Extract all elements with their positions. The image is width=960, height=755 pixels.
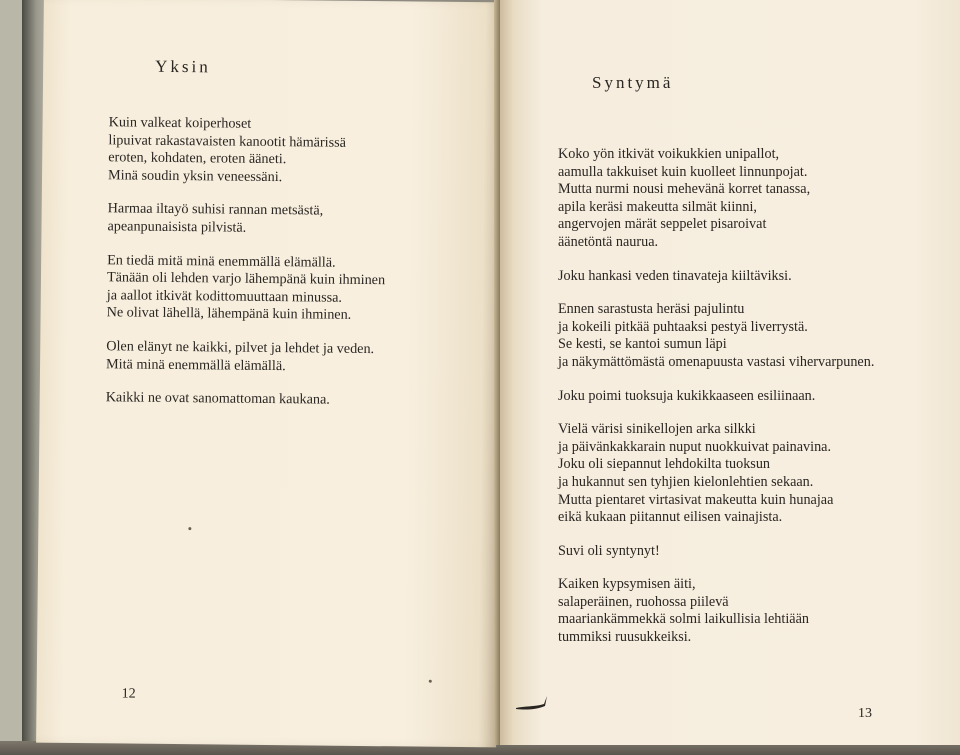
left-page — [36, 0, 504, 747]
stanza — [106, 338, 384, 376]
ink-speck — [188, 527, 191, 530]
poem-line: Ennen sarastusta heräsi pajulintu — [558, 301, 745, 318]
poem-line: Joku oli siepannut lehdokilta tuoksun — [558, 456, 771, 473]
poem-syntyma — [558, 146, 874, 663]
stanza — [558, 388, 874, 406]
poem-line: aamulla takkuiset kuin kuolleet linnunpojat. — [558, 163, 808, 180]
page-number-right: 13 — [858, 706, 872, 721]
poem-line: äänetöntä naurua. — [558, 233, 659, 250]
poem-line: angervojen märät seppelet pisaroivat — [558, 216, 767, 233]
poem-line: Minä soudin yksin veneessäni. — [107, 167, 283, 185]
stanza — [558, 543, 874, 561]
poem-line: Kaikki ne ovat sanomattoman kaukana. — [105, 389, 330, 408]
poem-line: ja aallot itkivät kodittomuuttaan minussa. — [106, 287, 343, 306]
poem-line: En tiedä mitä minä enemmällä elämällä. — [107, 251, 336, 271]
ink-smudge-icon — [514, 692, 550, 712]
poem-line: Kaiken kypsymisen äiti, — [558, 576, 696, 593]
poem-line: Vielä värisi sinikellojen arka silkki — [558, 421, 756, 438]
poem-line: apeanpunaisista pilvistä. — [107, 218, 247, 236]
stanza — [106, 389, 384, 410]
scanner-edge — [0, 0, 22, 755]
poem-line: ja päivänkakkarain nuput nuokkuivat painavina. — [558, 438, 832, 455]
stanza — [107, 201, 385, 239]
right-page — [500, 0, 960, 745]
poem-line: Suvi oli syntynyt! — [558, 542, 660, 559]
poem-line: eroten, kohdaten, eroten ääneti. — [108, 149, 287, 168]
poem-yksin — [105, 114, 386, 426]
poem-line: Se kesti, se kantoi sumun läpi — [558, 336, 727, 353]
stanza — [558, 301, 874, 371]
poem-line: Kuin valkeat koiperhoset — [108, 114, 252, 132]
poem-line: tummiksi ruusukkeiksi. — [558, 629, 692, 646]
poem-line: salaperäinen, ruohossa piilevä — [558, 593, 729, 610]
poem-line: eikä kukaan piitannut eilisen vainajista. — [558, 509, 783, 526]
poem-line: lipuivat rakastavaisten kanootit hämärissä — [108, 131, 347, 151]
poem-line: ja kokeili pitkää puhtaaksi pestyä liverrystä. — [558, 318, 808, 335]
poem-title-yksin: Yksin — [155, 56, 211, 77]
poem-line: Ne olivat lähellä, lähempänä kuin ihminen. — [106, 304, 352, 324]
poem-line: maariankämmekkä solmi laikullisia lehtiään — [558, 611, 809, 628]
poem-line: Mitä minä enemmällä elämällä. — [105, 355, 286, 374]
stanza — [558, 268, 874, 286]
poem-line: Mutta pientaret virtasivat makeutta kuin hunajaa — [558, 491, 834, 508]
poem-line: Mutta nurmi nousi mehevänä korret tanassa, — [558, 181, 811, 198]
poem-line: Tänään oli lehden varjo lähempänä kuin ihminen — [106, 269, 386, 289]
stanza — [558, 421, 874, 527]
ink-speck — [429, 680, 432, 683]
poem-line: Olen elänyt ne kaikki, pilvet ja lehdet ja veden. — [106, 338, 375, 358]
poem-title-syntyma: Syntymä — [592, 73, 674, 92]
poem-line: Koko yön itkivät voikukkien unipallot, — [558, 146, 780, 162]
stanza — [108, 114, 387, 187]
poem-line: Joku hankasi veden tinavateja kiiltäviksi. — [558, 267, 792, 284]
stanza — [558, 146, 874, 252]
poem-line: Joku poimi tuoksuja kukikkaaseen esiliinaan. — [558, 387, 816, 404]
stanza — [107, 252, 386, 325]
page-number-left: 12 — [121, 686, 136, 702]
poem-line: apila keräsi makeutta silmät kiinni, — [558, 198, 757, 215]
poem-line: Harmaa iltayö suhisi rannan metsästä, — [107, 200, 324, 219]
stanza — [558, 576, 874, 646]
poem-line: ja näkymättömästä omenapuusta vastasi vihervarpunen. — [558, 353, 875, 370]
poem-line: ja hukannut sen tyhjien kielonlehtien sekaan. — [558, 473, 814, 490]
